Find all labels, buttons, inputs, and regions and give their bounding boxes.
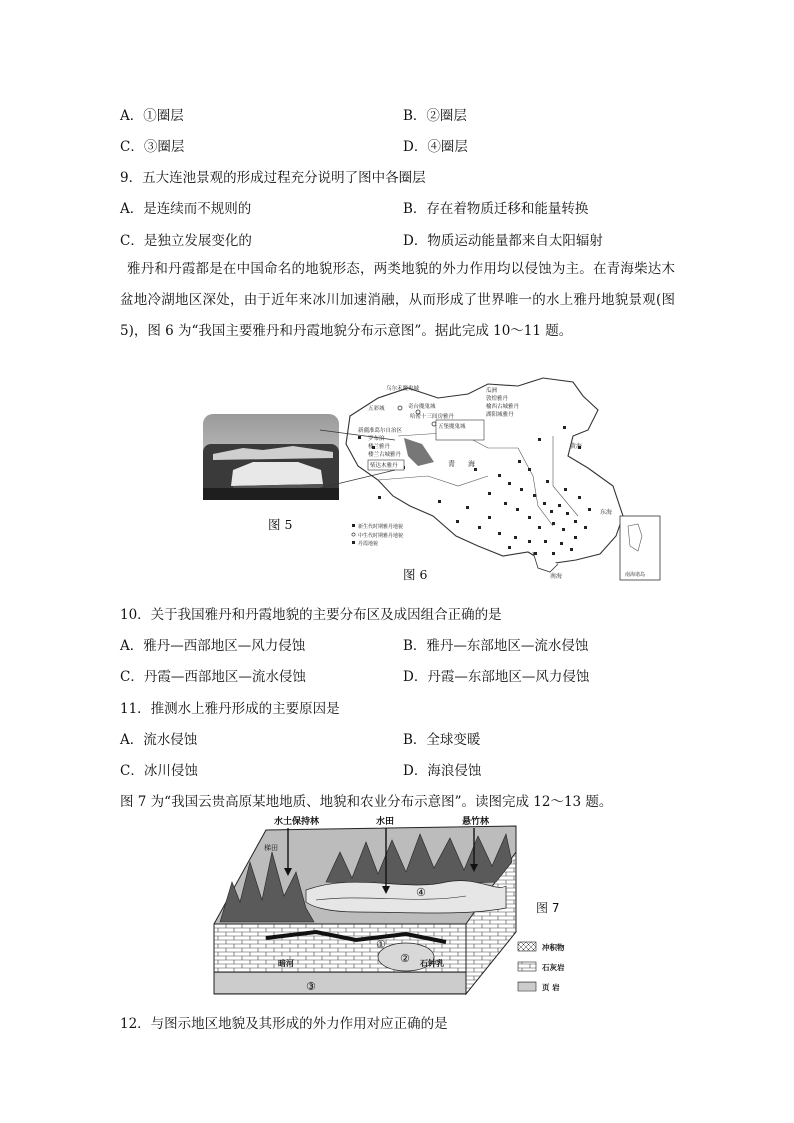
q10-option-a: A．雅丹—西部地区—风力侵蚀 — [120, 638, 306, 654]
marker-1: ① — [376, 938, 386, 951]
q8-option-b: B．②圈层 — [403, 108, 467, 124]
map-label: 楼兰雅丹 — [368, 444, 391, 450]
map-label: 柴达木雅丹 — [370, 463, 398, 469]
q11-option-d: D．海浪侵蚀 — [403, 763, 482, 779]
q10-option-b: B．雅丹—东部地区—流水侵蚀 — [403, 638, 589, 654]
map-label: 奇台魔鬼城 — [408, 404, 436, 410]
q8-option-c: C．③圈层 — [120, 139, 185, 155]
q11-stem: 11．推测水上雅丹形成的主要原因是 — [120, 701, 340, 717]
figure-7-legend — [518, 942, 565, 992]
label-hanging-forest: 悬竹林 — [462, 817, 490, 827]
passage-yardang: 雅丹和丹霞都是在中国命名的地貌形态，两类地貌的外力作用均以侵蚀为主。在青海柴达木盆地冷湖地区深处，由于近年来冰川加速消融，从而形成了世界唯一的水上雅丹地貌景观(图 5)，图 6 为“我国主要雅丹和丹霞地貌分布示意图”。据此完成 10～11 题。 — [120, 261, 675, 339]
q12-stem: 12．与图示地区地貌及其形成的外力作用对应正确的是 — [120, 1016, 448, 1032]
q11-option-c: C．冰川侵蚀 — [120, 763, 198, 779]
q10-stem: 10．关于我国雅丹和丹霞地貌的主要分布区及成因组合正确的是 — [120, 607, 502, 623]
map-label: 瓜洲 — [486, 388, 498, 394]
map-label: 东海 — [600, 509, 613, 516]
map-label: 五堡魔鬼城 — [438, 424, 466, 430]
figure-7-caption: 图 7 — [536, 901, 560, 915]
callout-lines — [320, 420, 400, 490]
map-label: 五彩城 — [368, 406, 385, 412]
inset-label: 南海诸岛 — [625, 572, 646, 578]
map-label: 新疆准葛尔自治区 — [358, 428, 403, 434]
q9-option-b: B．存在着物质迁移和能量转换 — [403, 201, 589, 217]
marker-4: ④ — [416, 886, 426, 899]
q8-option-a: A．①圈层 — [120, 108, 184, 124]
svg-text:页 岩: 页 岩 — [542, 983, 560, 992]
map-label: 南海 — [550, 573, 563, 580]
q10-option-d: D．丹霞—东部地区—风力侵蚀 — [403, 669, 590, 685]
map-label: 哈密十三间房雅丹 — [410, 414, 455, 420]
label-terrace: 梯田 — [264, 844, 278, 852]
map-label: 海 — [468, 460, 475, 468]
svg-text:中生代时期雅丹地貌: 中生代时期雅丹地貌 — [358, 533, 404, 539]
map-label: 青 — [448, 460, 455, 468]
label-underground-river: 暗河 — [278, 959, 294, 968]
figure-7-diagram — [206, 812, 606, 1006]
q11-option-a: A．流水侵蚀 — [120, 732, 198, 748]
svg-text:石灰岩: 石灰岩 — [542, 963, 565, 972]
q8-option-d: D．④圈层 — [403, 139, 468, 155]
map-label: 榆西古城雅丹 — [486, 404, 520, 410]
map-label: 黄海 — [570, 443, 583, 450]
label-paddy: 水田 — [376, 817, 395, 827]
figure-5-caption: 图 5 — [268, 517, 293, 532]
marker-3: ③ — [306, 980, 316, 993]
figure-5-photo — [203, 414, 339, 500]
figure-6-caption: 图 6 — [403, 567, 428, 582]
map-label: 乌尔禾魔鬼城 — [386, 386, 420, 392]
q9-option-c: C．是独立发展变化的 — [120, 233, 252, 249]
q10-option-c: C．丹霞—西部地区—流水侵蚀 — [120, 669, 306, 685]
q9-option-d: D．物质运动能量都来自太阳辐射 — [403, 233, 603, 249]
svg-text:新生代时期雅丹地貌: 新生代时期雅丹地貌 — [358, 524, 404, 530]
q9-option-a: A．是连续而不规则的 — [120, 201, 252, 217]
map-label: 湖阳城雅丹 — [486, 412, 514, 418]
label-stalactite: 石钟乳 — [420, 959, 444, 968]
label-forest: 水土保持林 — [274, 817, 320, 827]
svg-text:冲积物: 冲积物 — [542, 943, 565, 952]
q9-stem: 9．五大连池景观的形成过程充分说明了图中各圈层 — [120, 170, 426, 186]
map-legend — [352, 523, 403, 547]
south-sea-inset — [620, 516, 660, 580]
map-label: 敦煌雅丹 — [486, 396, 509, 402]
passage-fig7: 图 7 为“我国云贵高原某地地质、地貌和农业分布示意图”。读图完成 12～13 题。 — [120, 794, 613, 810]
map-label: 罗布泊 — [368, 436, 385, 442]
marker-2: ② — [400, 952, 410, 965]
map-label: 楼兰古城雅丹 — [368, 452, 402, 458]
q11-option-b: B．全球变暖 — [403, 732, 481, 748]
svg-text:丹霞地貌: 丹霞地貌 — [358, 541, 379, 547]
